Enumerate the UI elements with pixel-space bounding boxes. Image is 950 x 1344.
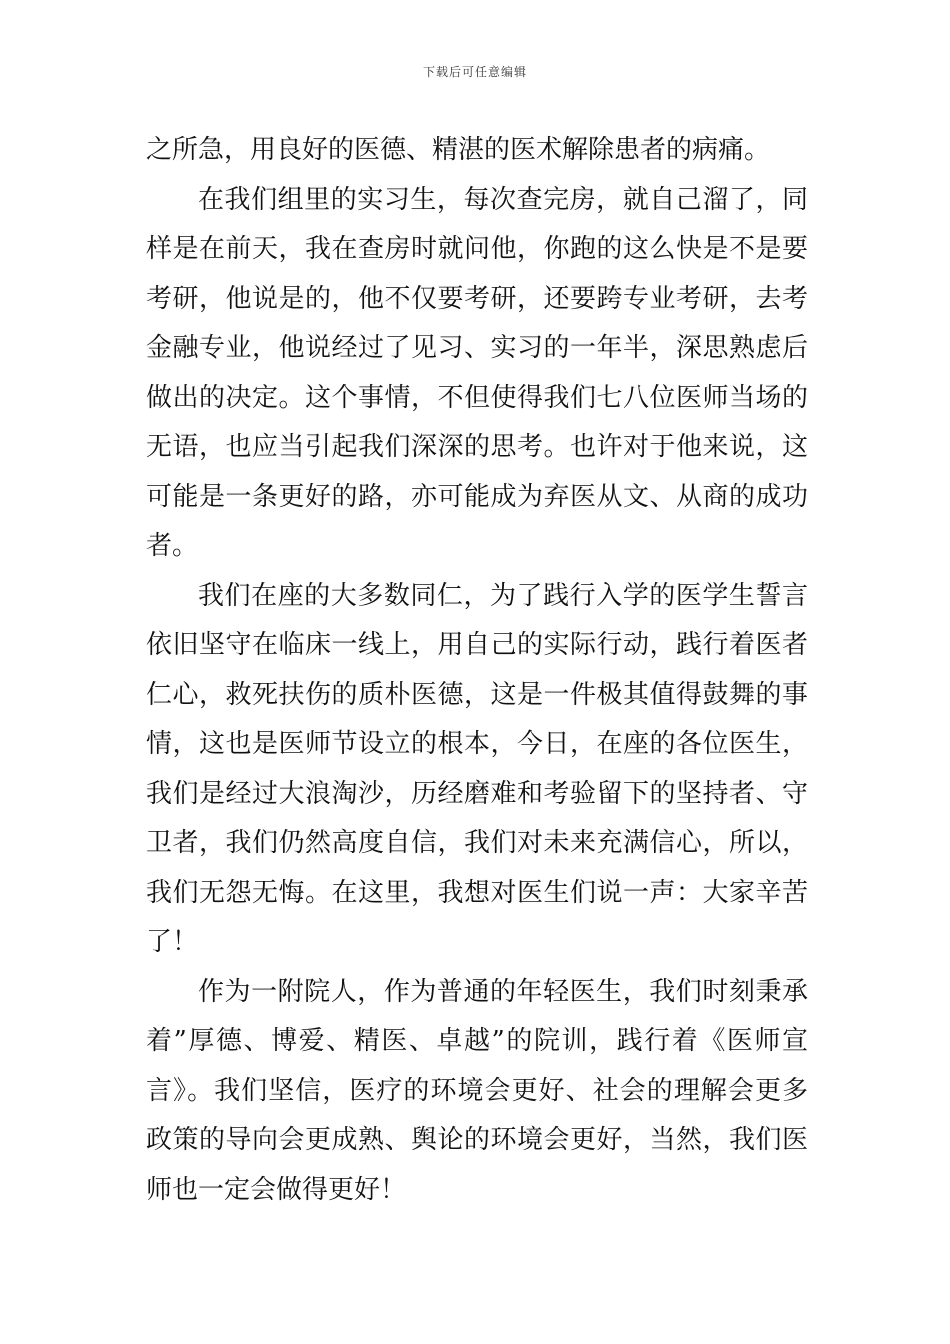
body-text [146, 126, 808, 1215]
text-line: 之所急，用良好的医德、精湛的医术解除患者的病痛。 [146, 135, 771, 165]
text-line: 者。 [146, 531, 199, 561]
text-line: 言》。我们坚信，医疗的环境会更好、社会的理解会更多 [146, 1075, 808, 1106]
text-line: 可能是一条更好的路，亦可能成为弃医从文、从商的成功 [146, 481, 808, 512]
text-line: 师也一定会做得更好！ [146, 1174, 407, 1205]
text-line: 了！ [146, 927, 199, 957]
text-line: 依旧坚守在临床一线上，用自己的实际行动，践行着医者 [146, 630, 808, 660]
text-line: 作为一附院人，作为普通的年轻医生，我们时刻秉承 [198, 976, 808, 1007]
text-line: 我们无怨无悔。在这里，我想对医生们说一声：大家辛苦 [146, 877, 808, 908]
text-line: 无语，也应当引起我们深深的思考。也许对于他来说，这 [146, 432, 808, 462]
text-line: 金融专业，他说经过了见习、实习的一年半，深思熟虑后 [146, 333, 808, 363]
text-line: 仁心，救死扶伤的质朴医德，这是一件极其值得鼓舞的事 [146, 679, 808, 710]
text-line: 卫者，我们仍然高度自信，我们对未来充满信心，所以， [146, 828, 808, 858]
page-header: 下载后可任意编辑 [422, 65, 527, 79]
text-line: 政策的导向会更成熟、舆论的环境会更好，当然，我们医 [146, 1125, 808, 1155]
text-line: 考研，他说是的，他不仅要考研，还要跨专业考研，去考 [146, 283, 808, 314]
text-line: 做出的决定。这个事情，不但使得我们七八位医师当场的 [146, 382, 808, 413]
text-line: 样是在前天，我在查房时就问他，你跑的这么快是不是要 [146, 234, 808, 264]
text-line: 着”厚德、博爱、精医、卓越”的院训，践行着《医师宣 [146, 1026, 808, 1056]
text-line: 我们是经过大浪淘沙，历经磨难和考验留下的坚持者、守 [146, 778, 808, 809]
text-line: 在我们组里的实习生，每次查完房，就自己溜了，同 [198, 184, 808, 215]
text-line: 情，这也是医师节设立的根本，今日，在座的各位医生， [146, 729, 808, 759]
text-line: 我们在座的大多数同仁，为了践行入学的医学生誓言 [198, 580, 808, 611]
